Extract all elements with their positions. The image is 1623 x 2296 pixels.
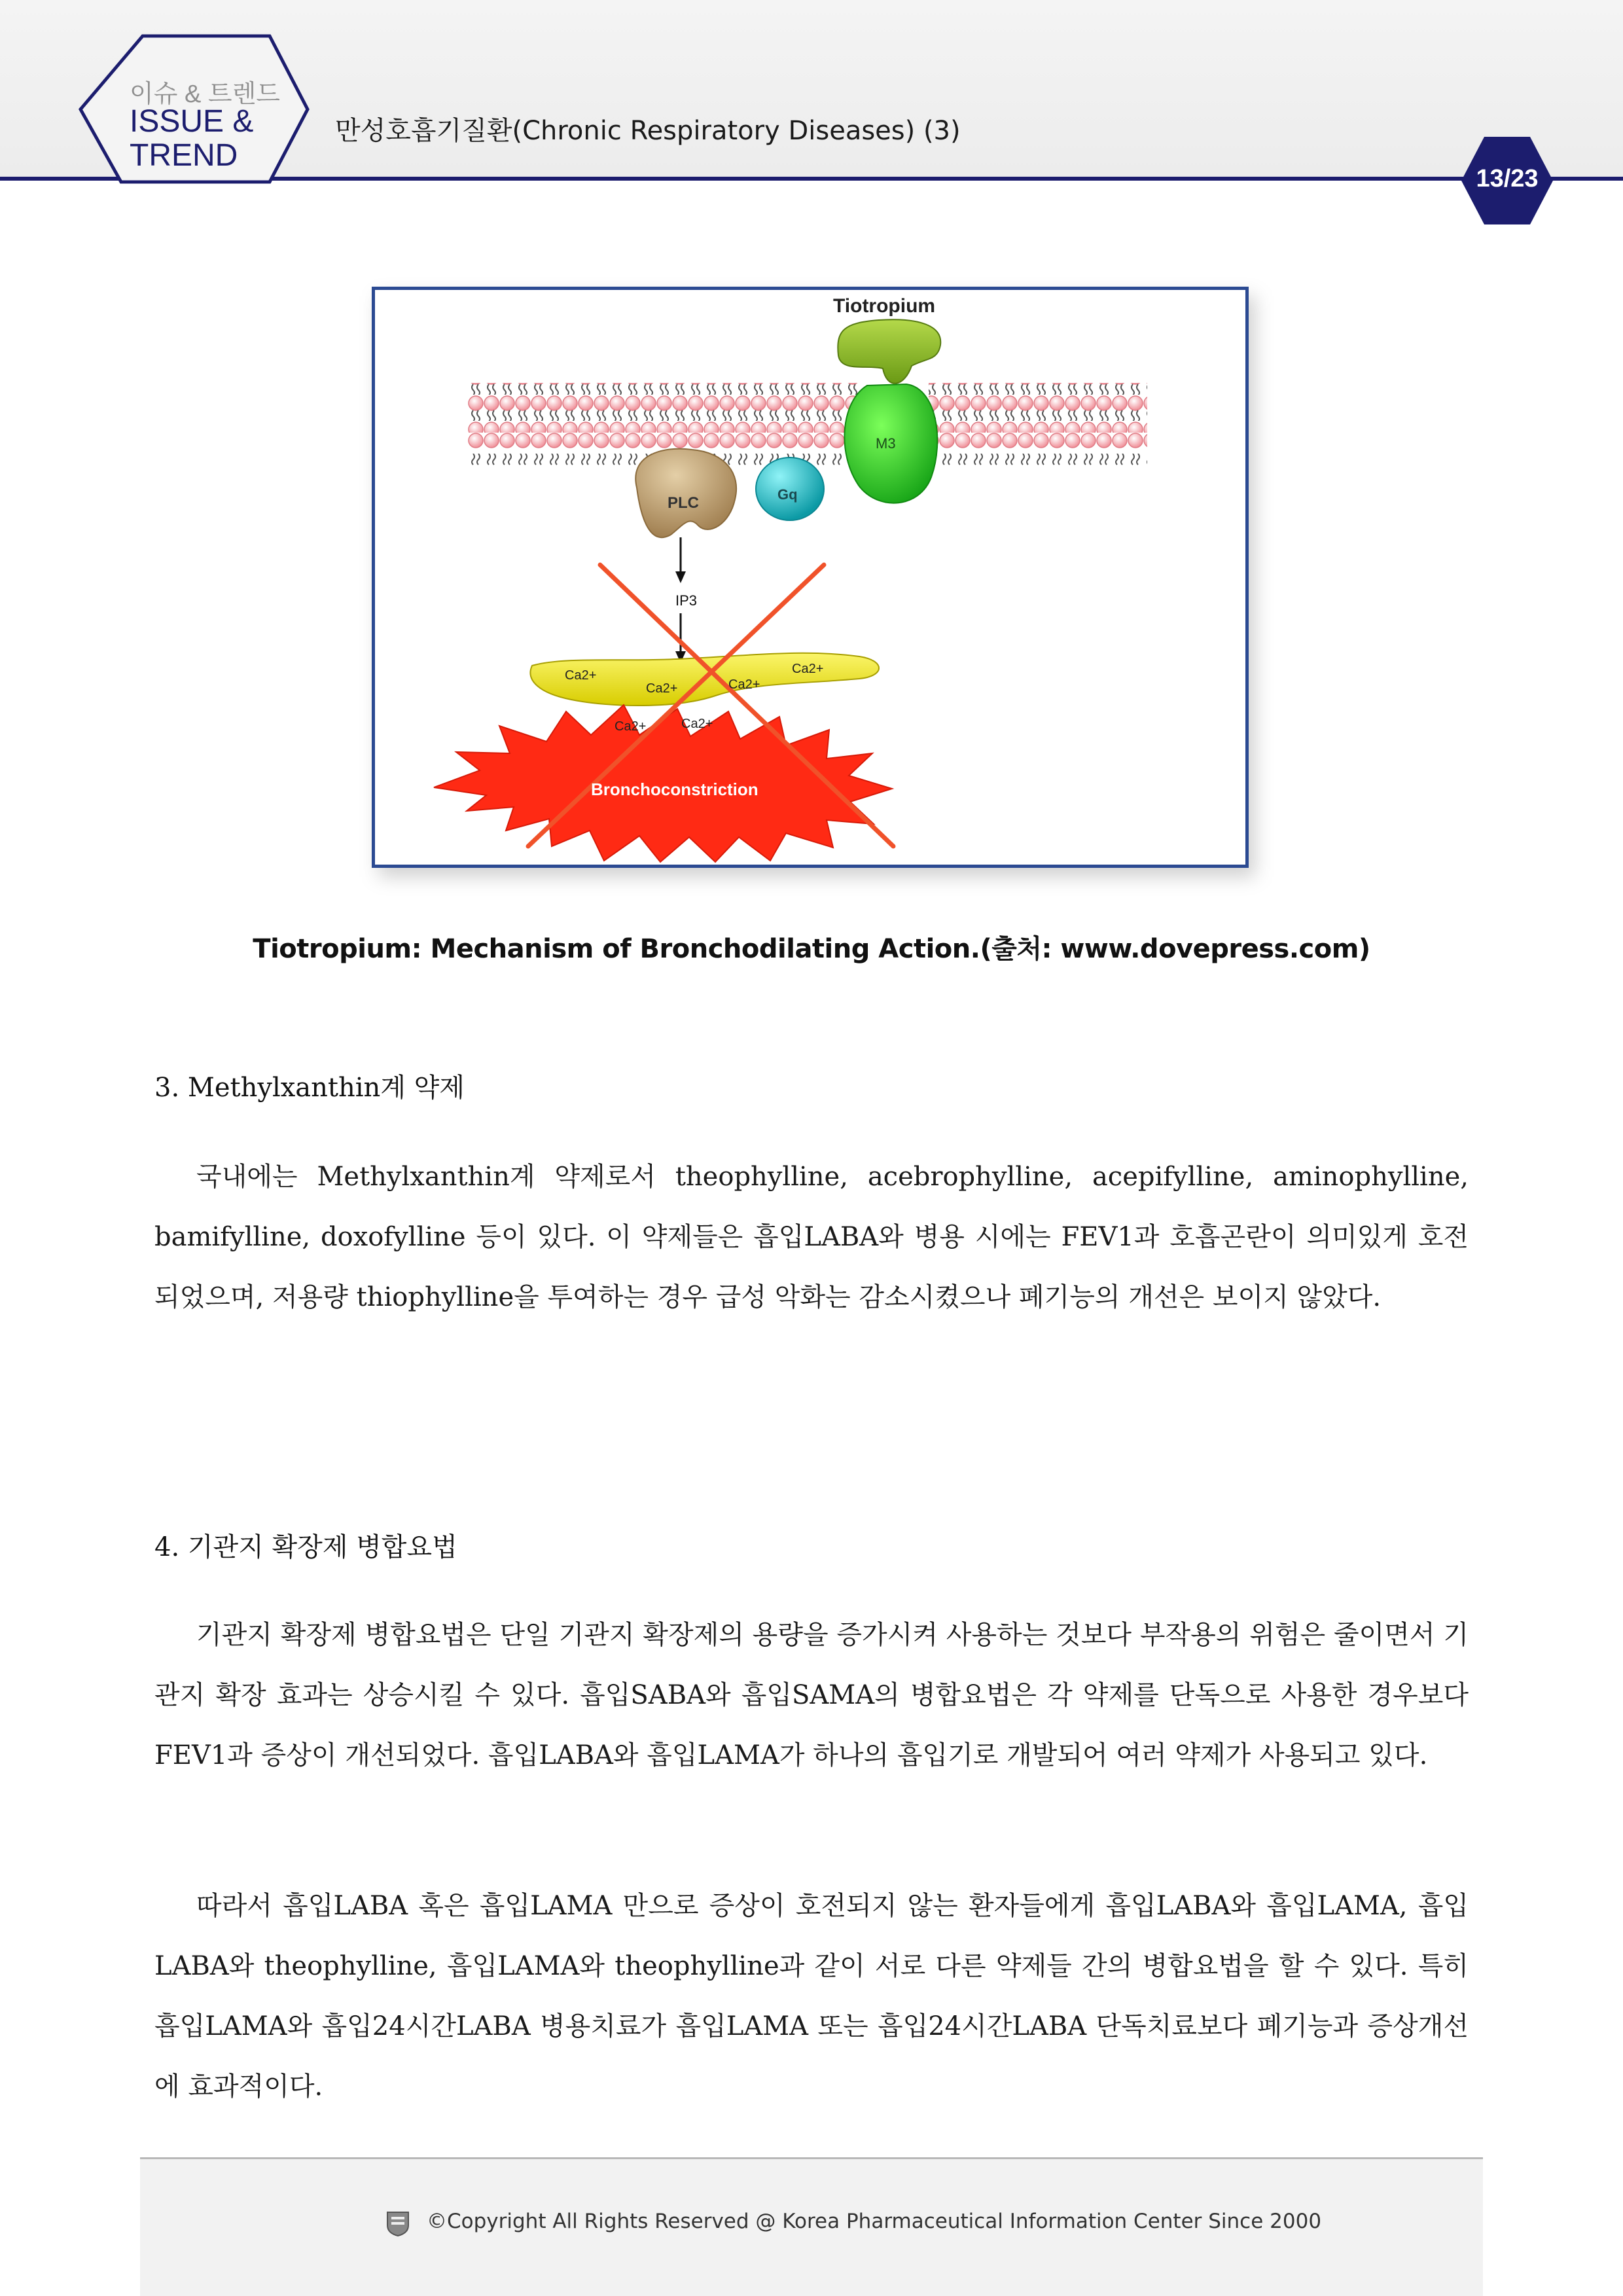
plc-label: PLC xyxy=(668,494,699,512)
document-title: 만성호흡기질환(Chronic Respiratory Diseases) (3) xyxy=(335,116,961,146)
membrane-upper-left xyxy=(468,383,859,433)
m3-label: M3 xyxy=(876,435,896,452)
bronchoconstriction-label: Bronchoconstriction xyxy=(591,780,758,799)
section-4-paragraph-1: 기관지 확장제 병합요법은 단일 기관지 확장제의 용량을 증가시켜 사용하는 것보다 부작용의 위험은 줄이면서 기관지 확장 효과는 상승시킬 수 있다. 흡입SABA와 흡입SAMA의 병합요법은 각 약제를 단독으로 사용한 경우보다 FEV1과 증상이 개선되었다. 흡입LABA와 흡입LAMA가 하나의 흡입기로 개발되어 여러 약제가 사용되고 있다. xyxy=(154,1620,1469,1770)
mechanism-figure xyxy=(372,287,1249,868)
plc-enzyme xyxy=(635,449,736,537)
badge-trend-label: TREND xyxy=(130,138,238,173)
calcium-label: Ca2+ xyxy=(615,719,647,734)
section-3-paragraph: 국내에는 Methylxanthin계 약제로서 theophylline, acebrophylline, acepifylline, aminophylline, bamifylline, doxofylline 등이 있다. 이 약제들은 흡입LABA와 병용 시에는 FEV1과 호흡곤란이 의미있게 호전되었으며, 저용량 thiophylline을 투여하는 경우 급성 악화는 감소시켰으나 폐기능의 개선은 보이지 않았다. xyxy=(154,1162,1469,1312)
figure-caption: Tiotropium: Mechanism of Bronchodilating Action.(출처: www.dovepress.com) xyxy=(253,934,1370,964)
tiotropium-label: Tiotropium xyxy=(833,295,936,317)
page-header xyxy=(0,0,1623,196)
section-4-paragraph-2: 따라서 흡입LABA 혹은 흡입LAMA 만으로 증상이 호전되지 않는 환자들에게 흡입LABA와 흡입LAMA, 흡입LABA와 theophylline, 흡입LAMA와 theophylline과 같이 서로 다른 약제들 간의 병합요법을 할 수 있다. 특히 흡입LAMA와 흡입24시간LABA 병용치료가 흡입LAMA 또는 흡입24시간LABA 단독치료보다 폐기능과 증상개선에 효과적이다. xyxy=(154,1891,1469,2102)
calcium-label: Ca2+ xyxy=(565,668,597,683)
calcium-label: Ca2+ xyxy=(792,662,824,676)
page-number: 13/23 xyxy=(1476,165,1539,192)
section-4-heading: 4. 기관지 확장제 병합요법 xyxy=(154,1532,457,1562)
gq-label: Gq xyxy=(777,486,798,503)
kpic-logo-icon xyxy=(385,2210,411,2237)
badge-korean-label: 이슈 & 트렌드 xyxy=(130,81,281,108)
section-3-heading: 3. Methylxanthin계 약제 xyxy=(154,1073,465,1103)
membrane-lower-right xyxy=(929,433,1147,465)
ip3-label: IP3 xyxy=(675,592,698,609)
membrane-upper-right xyxy=(929,383,1147,433)
copyright-text: ©Copyright All Rights Reserved @ Korea Pharmaceutical Information Center Since 2000 xyxy=(427,2210,1322,2233)
calcium-label: Ca2+ xyxy=(646,681,678,696)
tiotropium-molecule xyxy=(838,319,940,384)
mechanism-diagram xyxy=(375,290,1245,865)
badge-issue-label: ISSUE & xyxy=(130,104,254,139)
calcium-label: Ca2+ xyxy=(728,677,760,692)
calcium-label: Ca2+ xyxy=(681,717,713,731)
